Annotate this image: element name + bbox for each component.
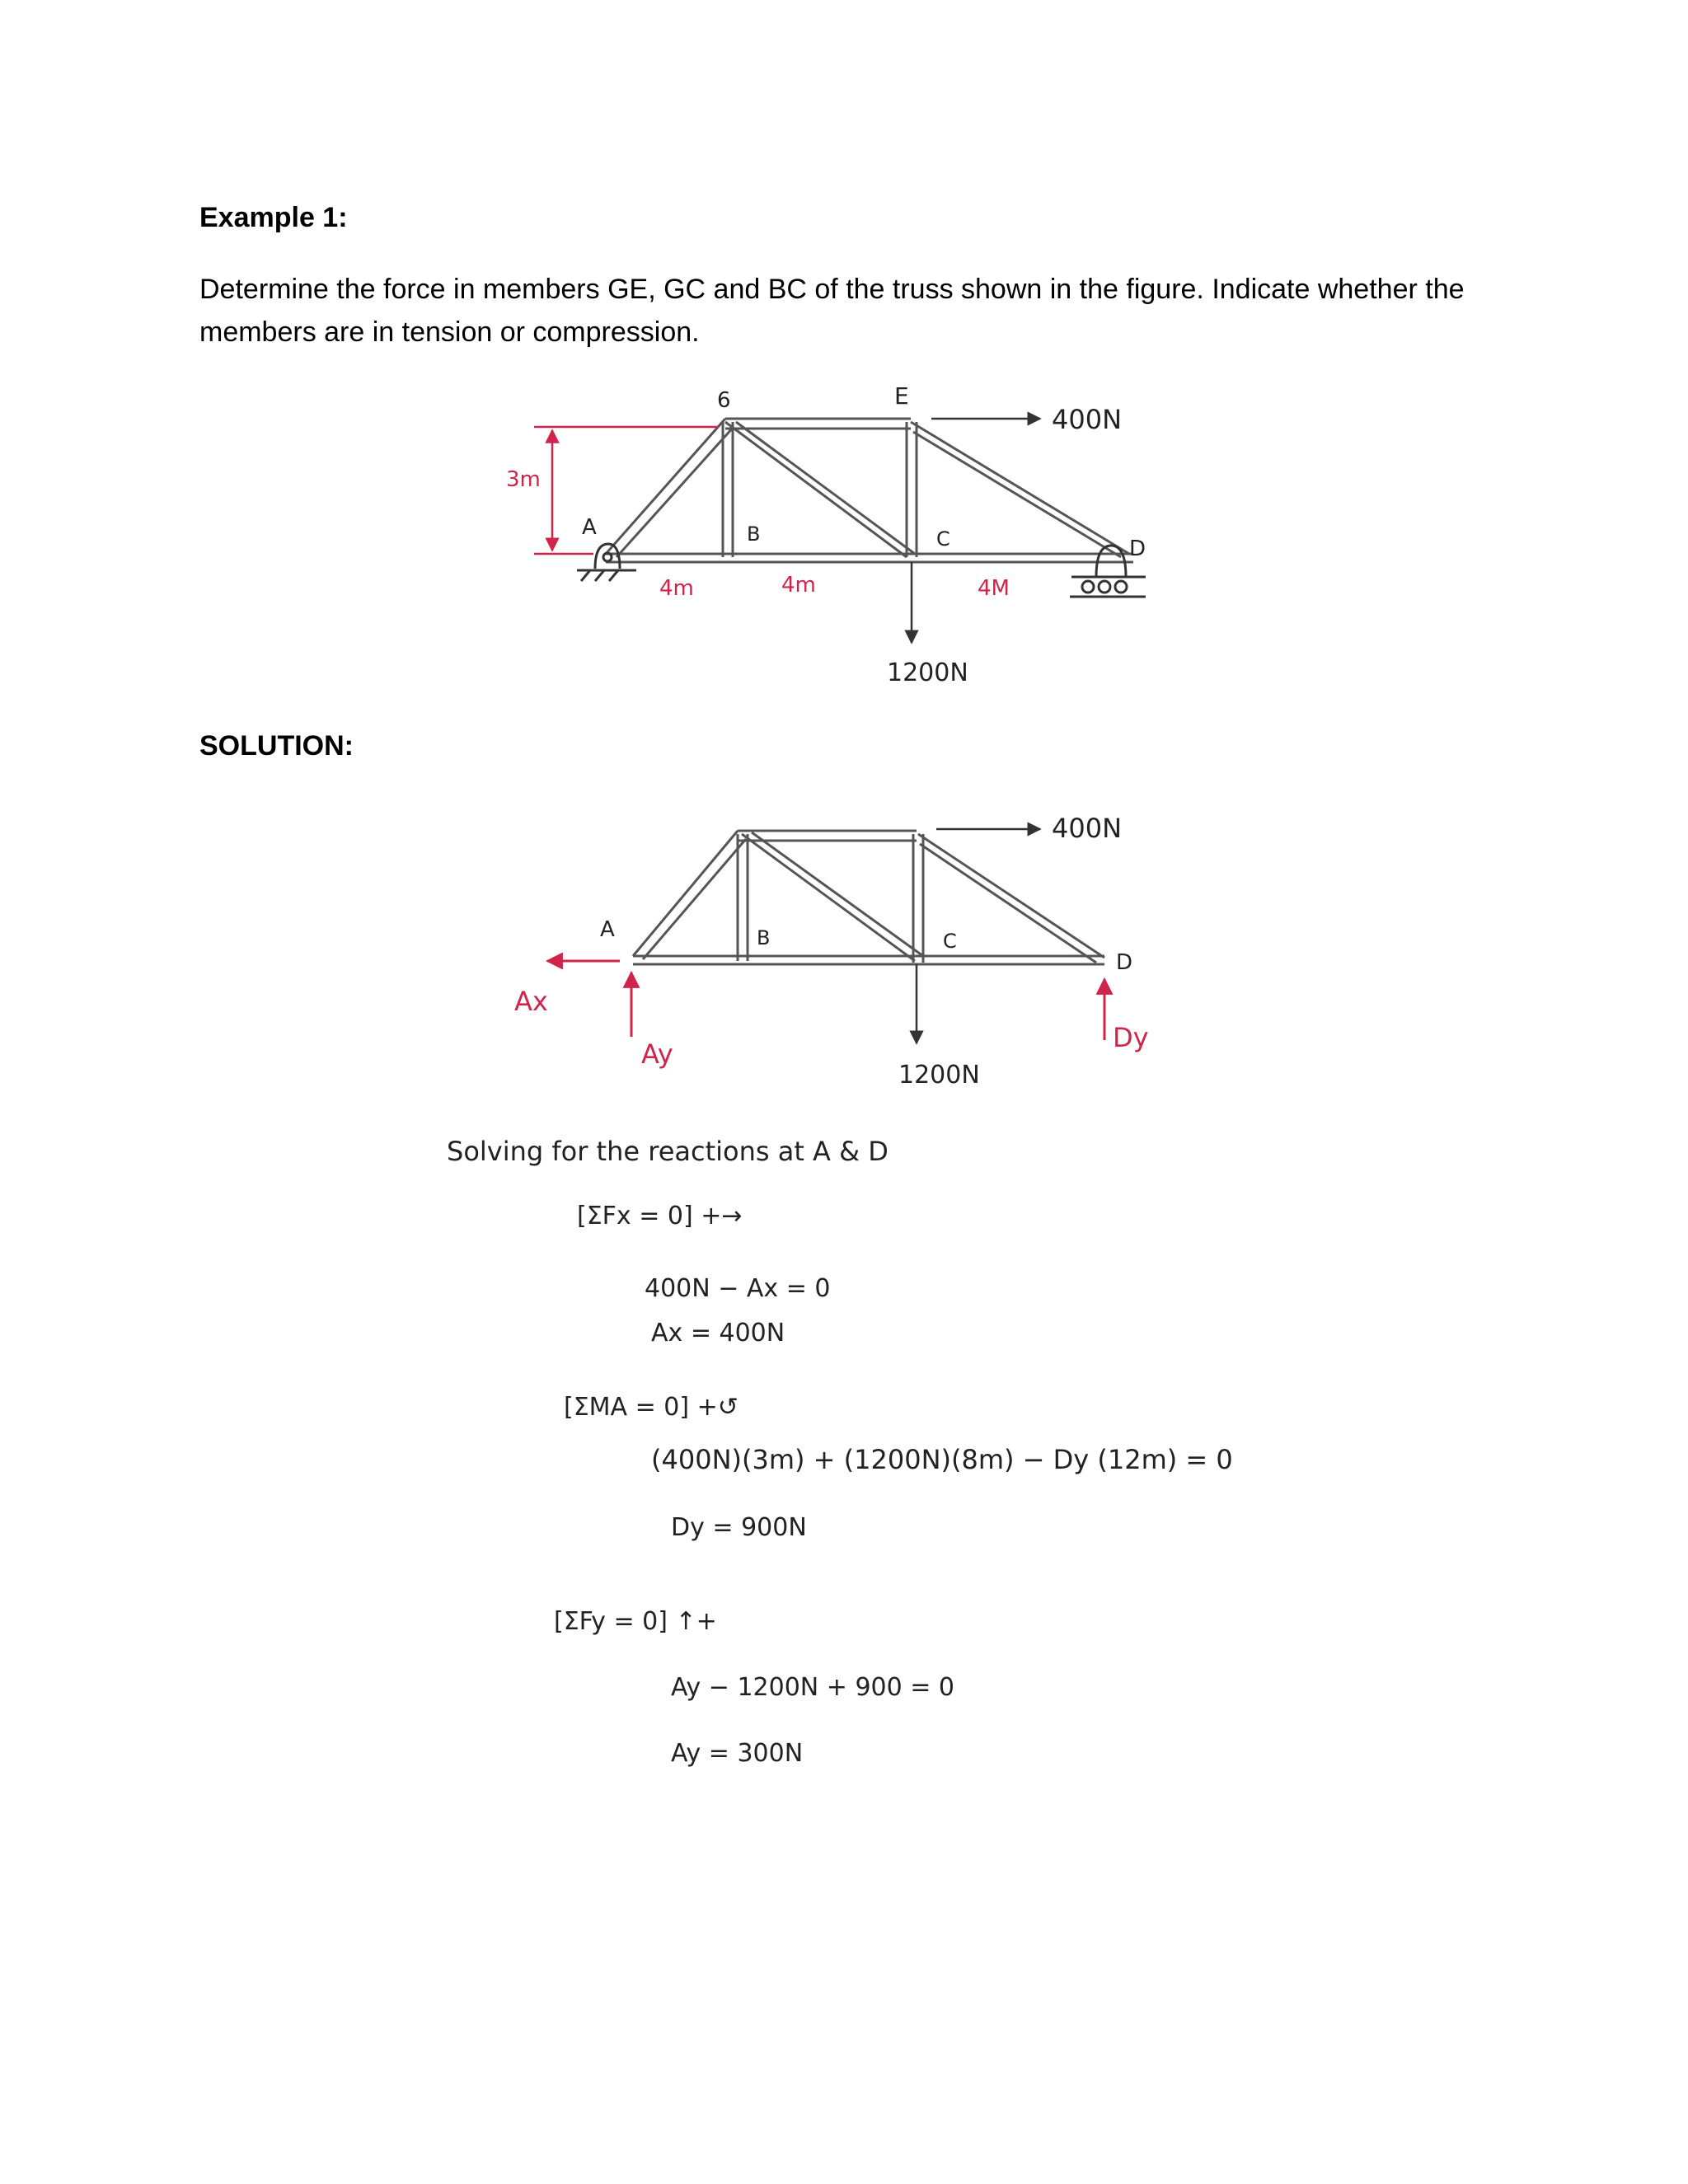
fbd-members	[633, 831, 1104, 964]
solution-heading: SOLUTION:	[199, 730, 354, 762]
example-heading: Example 1:	[199, 202, 348, 233]
vertical-load-label: 1200N	[887, 658, 968, 687]
joint-label-b: B	[747, 523, 761, 546]
reaction-ay-label: Ay	[641, 1038, 673, 1070]
horizontal-load-label: 400N	[1052, 404, 1123, 435]
fbd-joint-label-d: D	[1116, 950, 1133, 975]
ay-result: Ay = 300N	[671, 1739, 804, 1768]
fbd-horizontal-load-label: 400N	[1052, 813, 1123, 844]
fbd-joint-label-a: A	[600, 917, 615, 942]
joint-label-c: C	[936, 527, 950, 551]
height-label: 3m	[506, 467, 541, 492]
sum-fy-header: [ΣFy = 0] ↑+	[554, 1607, 717, 1636]
truss-members	[606, 419, 1133, 562]
joint-label-g: 6	[717, 388, 731, 413]
truss-figure-1	[506, 382, 1146, 687]
joint-label-e: E	[894, 382, 909, 410]
problem-statement: Determine the force in members GE, GC and BC of the truss shown in the figure. Indicate whether the members are in tension or compression.	[199, 274, 1465, 348]
span-label-1: 4m	[659, 576, 694, 601]
reaction-dy-label: Dy	[1113, 1022, 1149, 1053]
sum-fx-equation: 400N − Ax = 0	[645, 1274, 831, 1303]
work-intro: Solving for the reactions at A & D	[447, 1136, 889, 1167]
sum-fx-header: [ΣFx = 0] +→	[577, 1202, 743, 1230]
joint-label-a: A	[582, 515, 597, 540]
sum-ma-header: [ΣMA = 0] +↺	[564, 1393, 738, 1422]
ax-result: Ax = 400N	[651, 1319, 785, 1347]
span-label-3: 4M	[978, 576, 1010, 601]
height-dimension	[534, 427, 719, 554]
fbd-joint-label-b: B	[757, 926, 771, 949]
free-body-diagram	[514, 813, 1149, 1090]
sum-ma-equation: (400N)(3m) + (1200N)(8m) − Dy (12m) = 0	[651, 1444, 1233, 1475]
joint-label-d: D	[1129, 537, 1146, 561]
sum-fy-equation: Ay − 1200N + 900 = 0	[671, 1673, 955, 1702]
span-label-2: 4m	[781, 573, 816, 598]
fbd-vertical-load-label: 1200N	[898, 1061, 980, 1090]
reaction-ax-label: Ax	[514, 986, 548, 1017]
dy-result: Dy = 900N	[671, 1513, 807, 1542]
fbd-joint-label-c: C	[943, 930, 957, 953]
